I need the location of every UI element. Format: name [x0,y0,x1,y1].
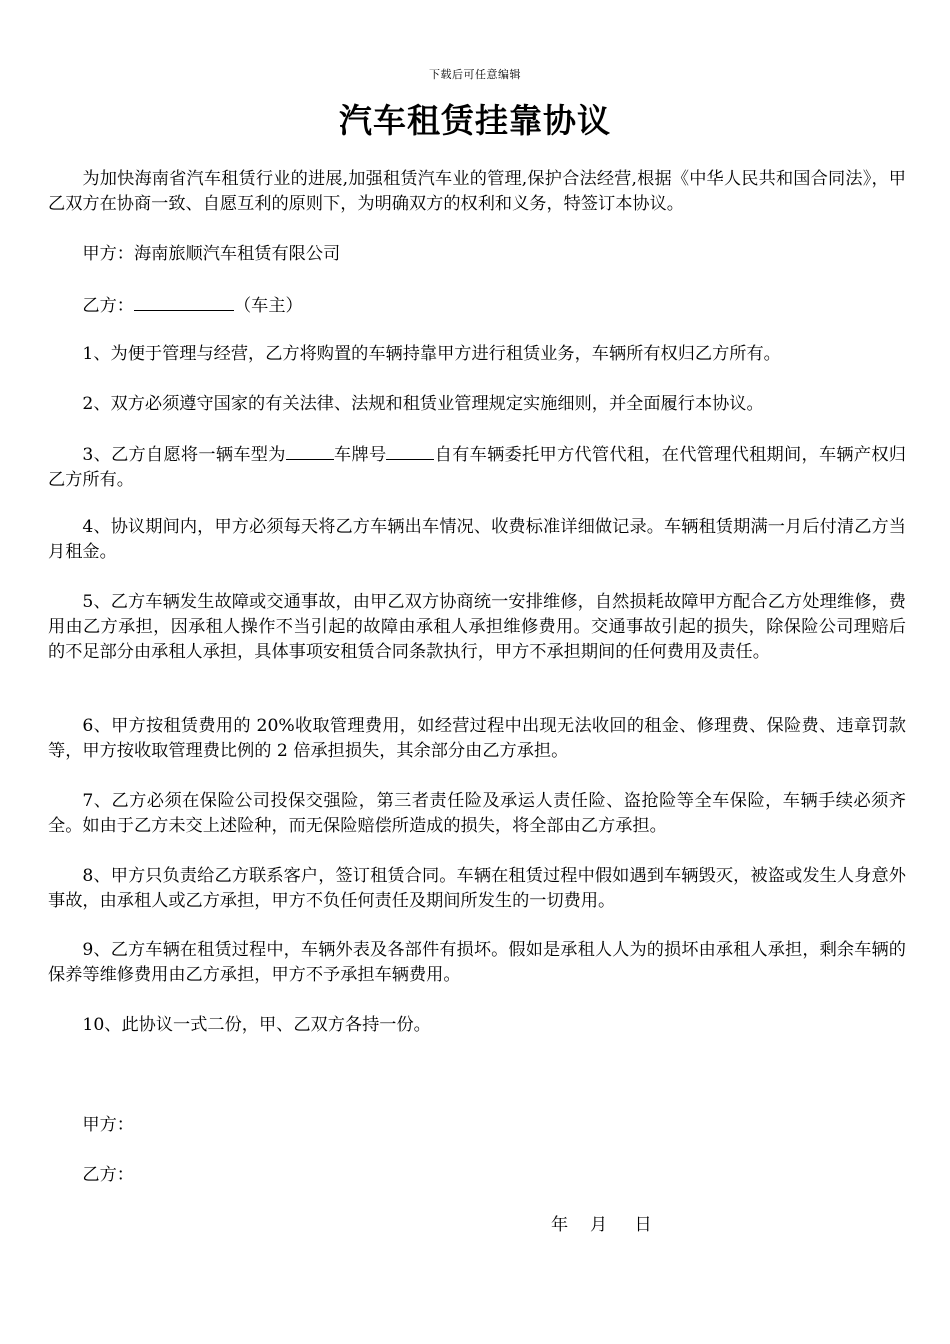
signature-party-a: 甲方： [82,1115,134,1135]
clause-1: 1、为便于管理与经营，乙方将购置的车辆持靠甲方进行租赁业务，车辆所有权归乙方所有。 [82,344,781,364]
vehicle-model-blank [286,441,334,460]
party-b-prefix: 乙方： [82,296,134,316]
clause-3-part3: 自有车辆委托甲方代管代租，在代管理代租期间，车辆产权归乙方所有。 [48,445,906,490]
party-a-line: 甲方：海南旅顺汽车租赁有限公司 [82,244,341,264]
party-b-line [48,292,906,319]
header-note: 下载后可任意编辑 [429,68,521,81]
clause-2: 2、双方必须遵守国家的有关法律、法规和租赁业管理规定实施细则，并全面履行本协议。 [82,394,764,414]
intro-paragraph: 为加快海南省汽车租赁行业的进展,加强租赁汽车业的管理,保护合法经营,根据《中华人民共和国合同法》，甲乙双方在协商一致、自愿互利的原则下，为明确双方的权利和义务，特签订本协议。 [48,169,906,214]
signature-date: 年 月 日 [551,1215,652,1235]
clause-3-part1: 3、乙方自愿将一辆车型为 [82,445,286,465]
signature-party-b: 乙方： [82,1165,134,1185]
clause-6: 6、甲方按租赁费用的 20%收取管理费用，如经营过程中出现无法收回的租金、修理费、保险费、违章罚款等，甲方按收取管理费比例的 2 倍承担损失，其余部分由乙方承担。 [48,716,906,761]
clause-10: 10、此协议一式二份，甲、乙双方各持一份。 [82,1015,431,1035]
clause-5: 5、乙方车辆发生故障或交通事故，由甲乙双方协商统一安排维修，自然损耗故障甲方配合乙方处理维修，费用由乙方承担，因承租人操作不当引起的故障由承租人承担维修费用。交通事故引起的损失，除保险公司理赔后的不足部分由承租人承担，具体事项安租赁合同条款执行，甲方不承担期间的任何费用及责任。 [48,592,906,662]
clause-7: 7、乙方必须在保险公司投保交强险，第三者责任险及承运人责任险、盗抢险等全车保险，车辆手续必须齐全。如由于乙方未交上述险种，而无保险赔偿所造成的损失，将全部由乙方承担。 [48,791,906,836]
clause-3 [48,441,906,493]
clause-4: 4、协议期间内，甲方必须每天将乙方车辆出车情况、收费标准详细做记录。车辆租赁期满一月后付清乙方当月租金。 [48,517,906,562]
clause-9: 9、乙方车辆在租赁过程中，车辆外表及各部件有损坏。假如是承租人人为的损坏由承租人承担，剩余车辆的保养等维修费用由乙方承担，甲方不予承担车辆费用。 [48,940,906,985]
document-title: 汽车租赁挂靠协议 [339,101,611,140]
party-b-name-blank [134,292,234,311]
plate-number-blank [386,441,434,460]
clause-8: 8、甲方只负责给乙方联系客户，签订租赁合同。车辆在租赁过程中假如遇到车辆毁灭，被盗或发生人身意外事故，由承租人或乙方承担，甲方不负任何责任及期间所发生的一切费用。 [48,866,906,911]
clause-3-part2: 车牌号 [333,445,387,465]
party-b-suffix: （车主） [233,296,303,316]
